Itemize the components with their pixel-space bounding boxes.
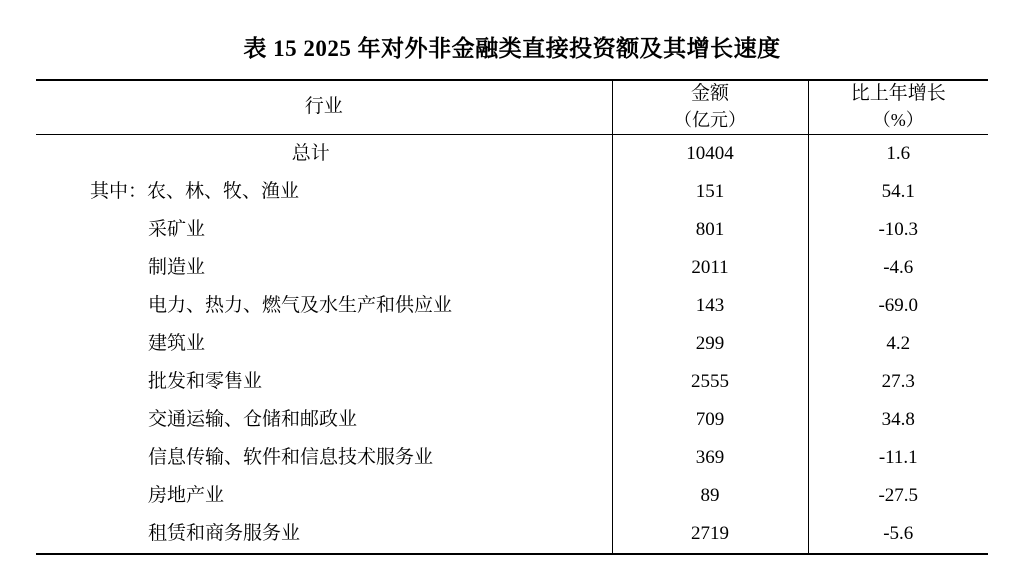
- cell-industry: [36, 173, 612, 211]
- industry-label: 电力、热力、燃气及水生产和供应业: [148, 294, 453, 316]
- cell-growth: 34.8: [808, 401, 988, 439]
- column-header-growth-unit: （%）: [872, 109, 924, 130]
- cell-industry: [36, 515, 612, 554]
- cell-amount: 801: [612, 211, 808, 249]
- cell-industry: [36, 325, 612, 363]
- industry-label: 租赁和商务服务业: [148, 522, 301, 544]
- statistics-table: [36, 79, 988, 555]
- cell-amount: 2011: [612, 249, 808, 287]
- table-row: [36, 477, 988, 515]
- table-row: [36, 173, 988, 211]
- table-row: [36, 211, 988, 249]
- column-header-amount: [612, 81, 808, 134]
- cell-growth: 4.2: [808, 325, 988, 363]
- table-row: [36, 134, 988, 173]
- table-bottom-rule: [36, 554, 988, 555]
- cell-industry: [36, 439, 612, 477]
- cell-growth: 27.3: [808, 363, 988, 401]
- cell-amount: 299: [612, 325, 808, 363]
- industry-label: 采矿业: [148, 218, 206, 240]
- table-row: [36, 249, 988, 287]
- table-row: [36, 363, 988, 401]
- cell-amount: 2555: [612, 363, 808, 401]
- cell-growth: 54.1: [808, 173, 988, 211]
- cell-growth: -10.3: [808, 211, 988, 249]
- cell-growth: -11.1: [808, 439, 988, 477]
- column-header-industry: [36, 81, 612, 134]
- cell-amount: 2719: [612, 515, 808, 554]
- column-header-growth-label: 比上年增长: [850, 83, 946, 104]
- cell-growth: -5.6: [808, 515, 988, 554]
- cell-industry: [36, 134, 612, 173]
- cell-industry: [36, 249, 612, 287]
- cell-amount: 709: [612, 401, 808, 439]
- cell-growth: -27.5: [808, 477, 988, 515]
- table-row: [36, 287, 988, 325]
- industry-label: 信息传输、软件和信息技术服务业: [148, 446, 434, 468]
- cell-industry: [36, 287, 612, 325]
- industry-label: 建筑业: [148, 332, 206, 354]
- cell-growth: -4.6: [808, 249, 988, 287]
- cell-industry: [36, 363, 612, 401]
- table-row: [36, 439, 988, 477]
- cell-amount: 143: [612, 287, 808, 325]
- industry-label: 批发和零售业: [148, 370, 263, 392]
- column-header-industry-label: 行业: [304, 95, 343, 117]
- cell-amount: 369: [612, 439, 808, 477]
- cell-industry: [36, 401, 612, 439]
- table-row: [36, 325, 988, 363]
- cell-growth: 1.6: [808, 134, 988, 173]
- cell-industry: [36, 477, 612, 515]
- column-header-amount-unit: （亿元）: [674, 109, 746, 130]
- cell-growth: -69.0: [808, 287, 988, 325]
- industry-label: 总计: [291, 142, 330, 164]
- industry-label: 制造业: [148, 256, 206, 278]
- page-title: 表 15 2025 年对外非金融类直接投资额及其增长速度: [243, 36, 781, 61]
- industry-label: 交通运输、仓储和邮政业: [148, 408, 358, 430]
- cell-amount: 89: [612, 477, 808, 515]
- table-row: [36, 401, 988, 439]
- table-row: [36, 515, 988, 554]
- table-body: [36, 134, 988, 555]
- industry-label: 其中：农、林、牧、渔业: [90, 180, 300, 202]
- cell-amount: 10404: [612, 134, 808, 173]
- cell-industry: [36, 211, 612, 249]
- cell-amount: 151: [612, 173, 808, 211]
- column-header-amount-label: 金额: [690, 83, 729, 104]
- table-header: [36, 80, 988, 134]
- header-row: [36, 81, 988, 134]
- column-header-growth: [808, 81, 988, 134]
- industry-label: 房地产业: [148, 484, 225, 506]
